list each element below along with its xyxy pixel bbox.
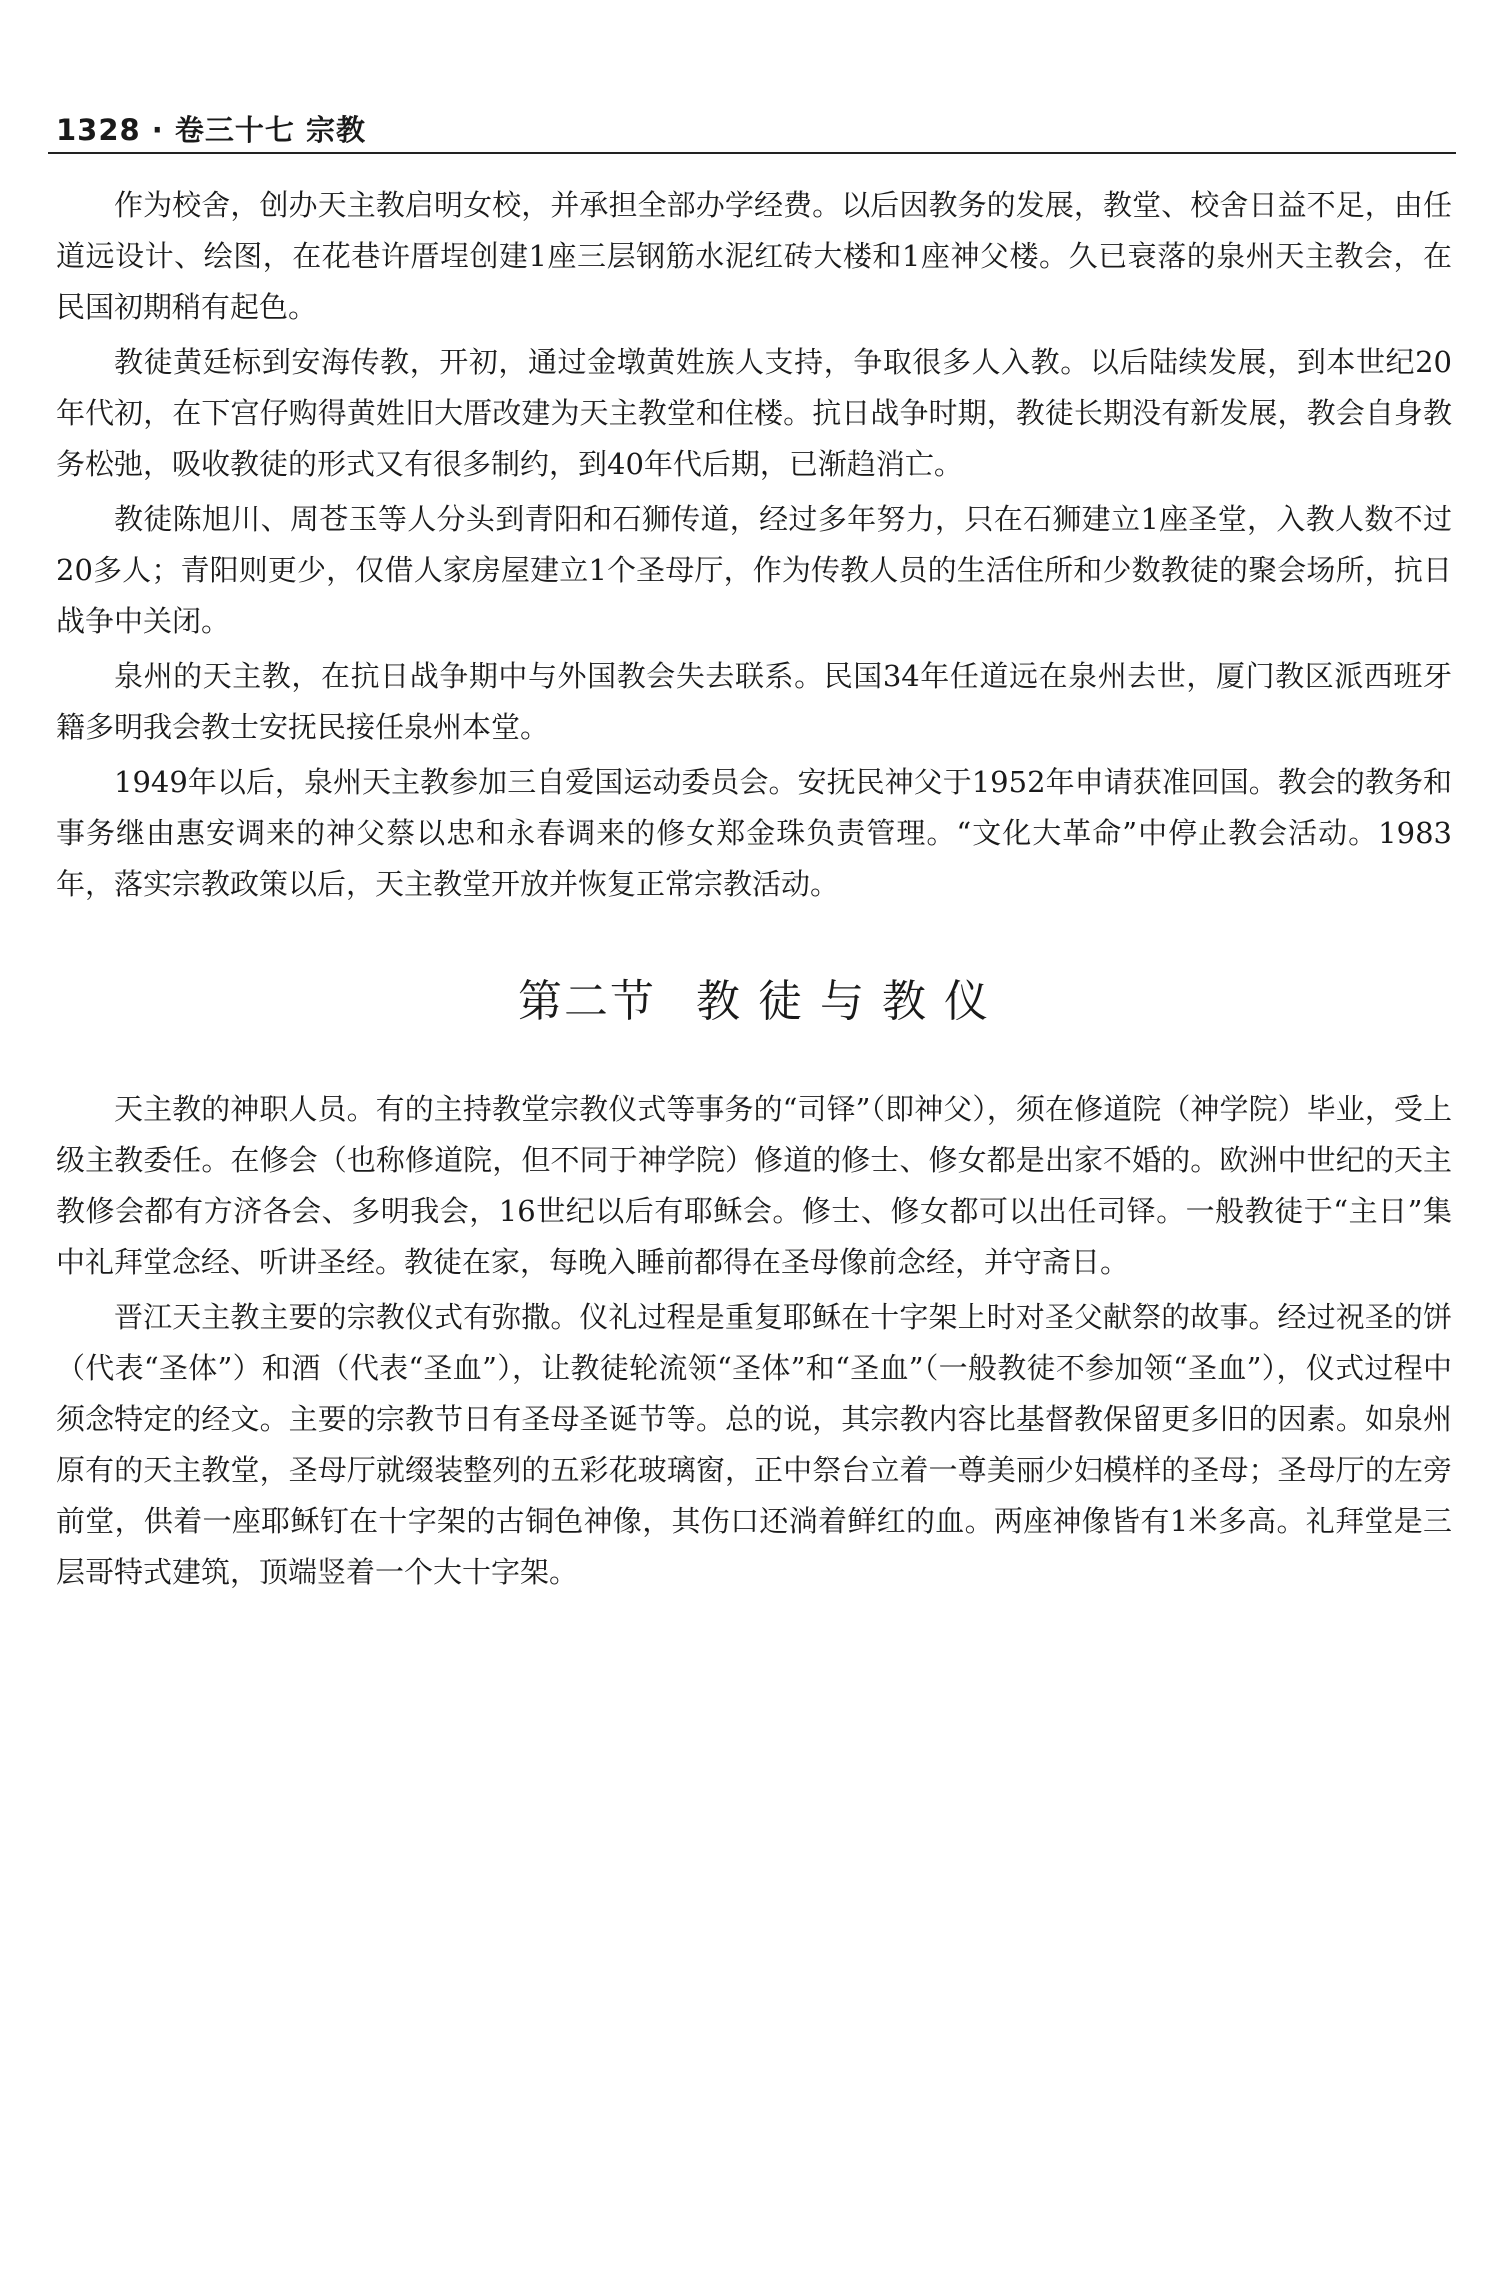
section-name: 教 徒 与 教 仪 — [696, 976, 990, 1027]
header-rule — [48, 152, 1456, 154]
section-title — [56, 972, 1452, 1032]
paragraph: 教徒黄廷标到安海传教，开初，通过金墩黄姓族人支持，争取很多人入教。以后陆续发展，到本世纪20年代初，在下宫仔购得黄姓旧大厝改建为天主教堂和住楼。抗日战争时期，教徒长期没有新发展，教会自身教务松弛，吸收教徒的形式又有很多制约，到40年代后期，已渐趋消亡。 — [56, 345, 1452, 481]
body-text — [56, 180, 1452, 1602]
paragraph: 晋江天主教主要的宗教仪式有弥撒。仪礼过程是重复耶稣在十字架上时对圣父献祭的故事。经过祝圣的饼（代表“圣体”）和酒（代表“圣血”），让教徒轮流领“圣体”和“圣血”（一般教徒不参加领“圣血”），仪式过程中须念特定的经文。主要的宗教节日有圣母圣诞节等。总的说，其宗教内容比基督教保留更多旧的因素。如泉州原有的天主教堂，圣母厅就缀装整列的五彩花玻璃窗，正中祭台立着一尊美丽少妇模样的圣母；圣母厅的左旁前堂，供着一座耶稣钉在十字架的古铜色神像，其伤口还淌着鲜红的血。两座神像皆有1米多高。礼拜堂是三层哥特式建筑，顶端竖着一个大十字架。 — [56, 1300, 1452, 1589]
paragraph: 教徒陈旭川、周苍玉等人分头到青阳和石狮传道，经过多年努力，只在石狮建立1座圣堂，入教人数不过20多人；青阳则更少，仅借人家房屋建立1个圣母厅，作为传教人员的生活住所和少数教徒的聚会场所，抗日战争中关闭。 — [56, 502, 1452, 638]
paragraph: 作为校舍，创办天主教启明女校，并承担全部办学经费。以后因教务的发展，教堂、校舍日益不足，由任道远设计、绘图，在花巷许厝埕创建1座三层钢筋水泥红砖大楼和1座神父楼。久已衰落的泉州天主教会，在民国初期稍有起色。 — [56, 188, 1452, 324]
paragraph: 天主教的神职人员。有的主持教堂宗教仪式等事务的“司铎”（即神父），须在修道院（神学院）毕业，受上级主教委任。在修会（也称修道院，但不同于神学院）修道的修士、修女都是出家不婚的。欧洲中世纪的天主教修会都有方济各会、多明我会，16世纪以后有耶稣会。修士、修女都可以出任司铎。一般教徒于“主日”集中礼拜堂念经、听讲圣经。教徒在家，每晚入睡前都得在圣母像前念经，并守斋日。 — [56, 1092, 1452, 1279]
section-number: 第二节 — [518, 976, 657, 1027]
paragraph: 泉州的天主教，在抗日战争期中与外国教会失去联系。民国34年任道远在泉州去世，厦门教区派西班牙籍多明我会教士安抚民接任泉州本堂。 — [56, 659, 1452, 744]
running-head: 1328 · 卷三十七 宗教 — [56, 113, 367, 147]
paragraph: 1949年以后，泉州天主教参加三自爱国运动委员会。安抚民神父于1952年申请获准回国。教会的教务和事务继由惠安调来的神父蔡以忠和永春调来的修女郑金珠负责管理。“文化大革命”中停止教会活动。1983年，落实宗教政策以后，天主教堂开放并恢复正常宗教活动。 — [56, 765, 1452, 901]
